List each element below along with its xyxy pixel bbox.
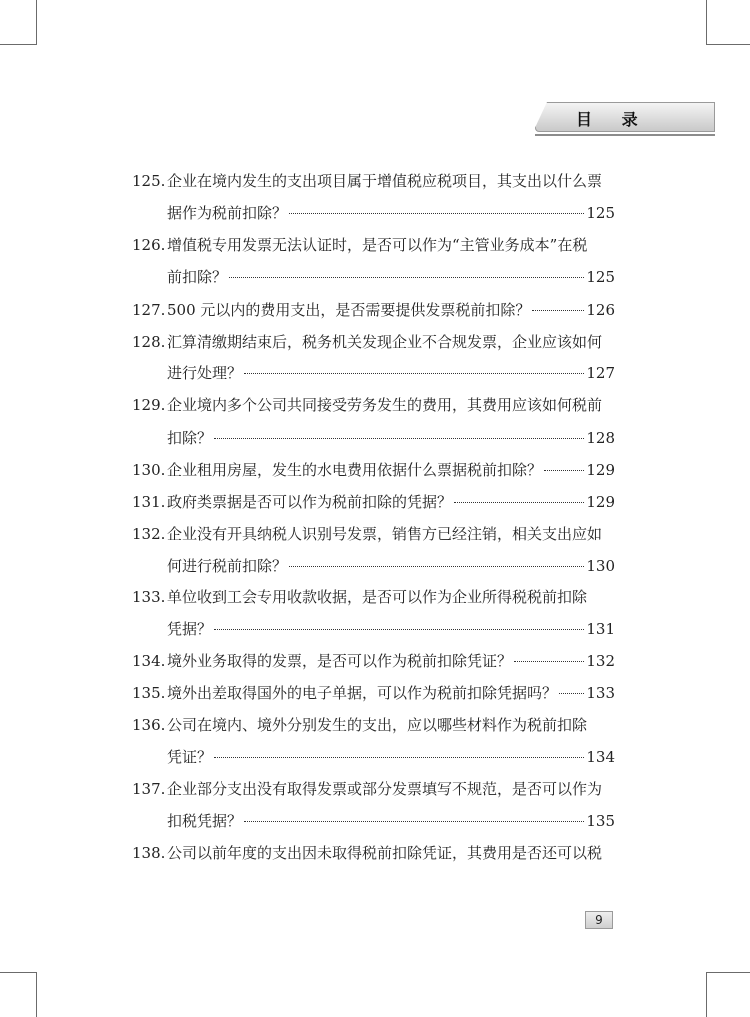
dot-leader xyxy=(532,309,584,311)
toc-entry-page: 127 xyxy=(586,364,615,382)
toc-entry-text: 扣税凭据？ xyxy=(167,812,243,830)
dot-leader xyxy=(544,469,584,471)
toc-entry-line xyxy=(167,266,615,288)
toc-entry-text: 境外出差取得国外的电子单据，可以作为税前扣除凭据吗？ xyxy=(167,684,558,702)
toc-entry-number: 137. xyxy=(132,780,166,798)
toc-entry-text: 单位收到工会专用收款收据，是否可以作为企业所得税税前扣除 xyxy=(167,588,588,606)
toc-entry-line xyxy=(132,714,615,736)
toc-entry-line xyxy=(132,299,615,321)
toc-entry-text: 企业境内多个公司共同接受劳务发生的费用，其费用应该如何税前 xyxy=(167,396,603,414)
dot-leader xyxy=(514,660,584,662)
toc-entry-text: 汇算清缴期结束后，税务机关发现企业不合规发票，企业应该如何 xyxy=(167,333,603,351)
toc-entry-number: 125. xyxy=(132,172,166,190)
toc-entry-text: 据作为税前扣除？ xyxy=(167,204,288,222)
toc-entry-line xyxy=(132,394,615,416)
toc-entry-text: 企业没有开具纳税人识别号发票，销售方已经注销，相关支出应如 xyxy=(167,525,603,543)
toc-entry-line xyxy=(167,810,615,832)
toc-entry-line xyxy=(167,202,615,224)
dot-leader xyxy=(214,756,584,758)
toc-entry-number: 136. xyxy=(132,716,166,734)
toc-entry-number: 138. xyxy=(132,844,166,862)
section-tab xyxy=(535,102,715,132)
toc-entry-text: 前扣除？ xyxy=(167,268,228,286)
toc-entry-number: 126. xyxy=(132,236,166,254)
toc-entry-text: 凭证？ xyxy=(167,748,213,766)
toc-entry-number: 133. xyxy=(132,588,166,606)
toc-entry-line xyxy=(132,331,615,353)
toc-entry-text: 企业在境内发生的支出项目属于增值税应税项目，其支出以什么票 xyxy=(167,172,603,190)
header-rule xyxy=(535,134,715,136)
toc-entry-page: 125 xyxy=(586,268,615,286)
toc-entry-text: 公司以前年度的支出因未取得税前扣除凭证，其费用是否还可以税 xyxy=(167,844,603,862)
toc-entry-text: 公司在境内、境外分别发生的支出，应以哪些材料作为税前扣除 xyxy=(167,716,588,734)
toc-entry-number: 132. xyxy=(132,525,166,543)
toc-entry-line xyxy=(132,650,615,672)
toc-entry-number: 129. xyxy=(132,396,166,414)
dot-leader xyxy=(214,437,584,439)
toc-entry-page: 130 xyxy=(586,557,615,575)
toc-entry-line xyxy=(132,459,615,481)
dot-leader xyxy=(229,276,584,278)
toc-entry-text: 企业部分支出没有取得发票或部分发票填写不规范，是否可以作为 xyxy=(167,780,603,798)
toc-entry-line xyxy=(132,491,615,513)
toc-entry-page: 128 xyxy=(586,429,615,447)
dot-leader xyxy=(214,628,584,630)
crop-mark xyxy=(0,44,37,45)
toc-entry-line xyxy=(167,746,615,768)
toc-entry-line xyxy=(167,362,615,384)
toc-entry-page: 129 xyxy=(586,461,615,479)
crop-mark xyxy=(36,0,37,45)
crop-mark xyxy=(706,972,750,973)
toc-entry-number: 135. xyxy=(132,684,166,702)
dot-leader xyxy=(244,372,584,374)
toc-entry-text: 凭据？ xyxy=(167,620,213,638)
toc-entry-page: 133 xyxy=(586,684,615,702)
section-title: 目 录 xyxy=(576,110,650,129)
toc-entry-page: 125 xyxy=(586,204,615,222)
toc-entry-page: 132 xyxy=(586,652,615,670)
toc-entry-line xyxy=(132,234,615,256)
crop-mark xyxy=(706,972,707,1017)
toc-entry-text: 境外业务取得的发票，是否可以作为税前扣除凭证？ xyxy=(167,652,513,670)
toc-entry-text: 增值税专用发票无法认证时，是否可以作为“主管业务成本”在税 xyxy=(167,236,588,254)
toc-entry-page: 135 xyxy=(586,812,615,830)
dot-leader xyxy=(289,565,584,567)
toc-entry-line xyxy=(167,427,615,449)
dot-leader xyxy=(289,212,584,214)
toc-entry-line xyxy=(132,778,615,800)
toc-entry-page: 134 xyxy=(586,748,615,766)
toc-entry-text: 政府类票据是否可以作为税前扣除的凭据？ xyxy=(167,493,453,511)
toc-entry-page: 126 xyxy=(586,301,615,319)
toc-entry-line xyxy=(132,842,615,864)
page-number: 9 xyxy=(585,911,613,929)
toc-entry-line xyxy=(132,523,615,545)
crop-mark xyxy=(36,972,37,1017)
toc-entry-line xyxy=(132,170,615,192)
toc-entry-number: 130. xyxy=(132,461,166,479)
toc-entry-text: 何进行税前扣除？ xyxy=(167,557,288,575)
toc-entry-number: 128. xyxy=(132,333,166,351)
dot-leader xyxy=(454,501,584,503)
toc-entry-page: 129 xyxy=(586,493,615,511)
toc-entry-text: 500 元以内的费用支出，是否需要提供发票税前扣除？ xyxy=(167,301,531,319)
toc-entry-number: 127. xyxy=(132,301,166,319)
toc-entry-line xyxy=(132,586,615,608)
toc-entry-page: 131 xyxy=(586,620,615,638)
toc-entry-number: 134. xyxy=(132,652,166,670)
toc-entry-text: 进行处理？ xyxy=(167,364,243,382)
dot-leader xyxy=(244,820,584,822)
toc-entry-line xyxy=(167,555,615,577)
crop-mark xyxy=(706,44,750,45)
toc-entry-text: 扣除？ xyxy=(167,429,213,447)
crop-mark xyxy=(706,0,707,45)
toc-entry-line xyxy=(132,682,615,704)
toc-entry-number: 131. xyxy=(132,493,166,511)
dot-leader xyxy=(559,692,584,694)
toc-entry-text: 企业租用房屋，发生的水电费用依据什么票据税前扣除？ xyxy=(167,461,543,479)
crop-mark xyxy=(0,972,37,973)
toc-entry-line xyxy=(167,618,615,640)
